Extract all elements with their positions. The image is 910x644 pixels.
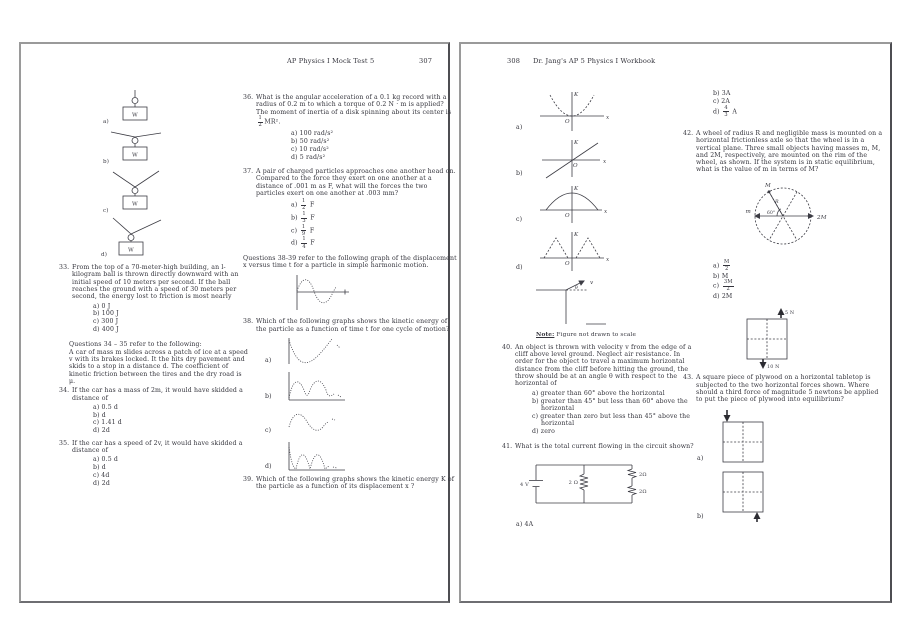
fraction-one-half: $\frac{1}{2}$ [258, 114, 262, 129]
left-page-column-1 [59, 86, 249, 492]
svg-text:x: x [606, 115, 610, 121]
svg-text:60°: 60° [767, 210, 776, 216]
option: b) d [93, 411, 106, 419]
question-40-text: An object is thrown with velocity v from the edge of a cliff above level ground. Neglect air resistance. In order for the object to travel a maximum horizontal distance from the cliff before hitting the ground, the throw should be at an angle θ with respect to the horizontal of [515, 343, 692, 388]
svg-text:2Ω: 2Ω [639, 472, 647, 479]
weights-option-b-label: b) [103, 159, 110, 165]
svg-text:x: x [603, 159, 607, 165]
question-41 [502, 443, 698, 450]
svg-text:10 N: 10 N [767, 365, 780, 371]
question-41-options-continued [713, 90, 883, 118]
figure-label: a) [697, 455, 704, 463]
question-39 [243, 476, 457, 491]
question-42 [683, 130, 883, 174]
option: a) 0 J [93, 302, 111, 310]
option: c) 300 J [93, 318, 119, 326]
q43-option-a-figure [697, 408, 883, 466]
option: a) $\frac{M}{2}$ [713, 258, 730, 272]
question-34-options [93, 404, 249, 435]
option: c) 4d [93, 471, 110, 479]
option: c) $\frac{3M}{2}$ [713, 279, 733, 293]
svg-text:R: R [775, 199, 779, 205]
circuit-figure [520, 453, 652, 515]
question-42-options [713, 260, 883, 301]
weight-label-b: W [132, 152, 138, 159]
question-36-number: 36. [243, 94, 254, 101]
figure-label: b) [516, 169, 523, 177]
weights-option-d-label: d) [101, 252, 108, 258]
figure-label: c) [265, 426, 272, 434]
reference-intro: Questions 34 – 35 refer to the following: [69, 341, 202, 349]
question-35-number: 35. [59, 439, 70, 447]
left-page-column-2 [243, 94, 457, 493]
page-left [19, 42, 457, 603]
question-39-number: 39. [243, 475, 254, 483]
option: d) 2M [713, 293, 733, 301]
question-42-number: 42. [683, 129, 694, 137]
option: a) $\frac{1}{2}$ F [291, 198, 315, 212]
question-36 [243, 94, 457, 128]
option: d) $\frac{4}{3}$ A [713, 104, 737, 118]
option: d) 2d [93, 479, 110, 487]
question-37-options [291, 199, 457, 250]
option: a) greater than 60° above the horizontal [532, 389, 665, 397]
option: d) zero [532, 427, 555, 435]
question-40-options [532, 390, 698, 435]
option: b) M [713, 272, 729, 280]
question-39-text: Which of the following graphs shows the kinetic energy K of the particle as a function of its displacement x ? [256, 475, 455, 491]
question-40-number: 40. [502, 343, 513, 351]
svg-text:O: O [565, 213, 570, 219]
option: c) $\frac{1}{9}$ F [291, 223, 315, 237]
option: d) 400 J [93, 326, 119, 333]
question-33 [59, 264, 249, 301]
option: c) 10 rad/s² [291, 145, 329, 153]
option: c) greater than zero but less than 45° above the horizontal [532, 412, 691, 427]
option: b) 3A [713, 90, 731, 97]
option: a) 100 rad/s² [291, 130, 334, 138]
option: b) 50 rad/s² [291, 138, 330, 145]
page-header-title: Dr. Jang's AP 5 Physics I Workbook [533, 57, 656, 65]
option: c) 1.41 d [93, 419, 122, 427]
option: b) $\frac{1}{3}$ F [291, 210, 315, 225]
option: b) d [93, 464, 106, 471]
svg-text:5 N: 5 N [785, 311, 795, 317]
plywood-forces-figure [733, 306, 811, 370]
q38-option-a-figure [265, 335, 457, 367]
svg-text:v: v [590, 280, 594, 286]
question-43-number: 43. [683, 374, 694, 382]
q38-option-d-figure [265, 439, 457, 473]
question-33-number: 33. [59, 264, 70, 271]
q39-option-c-figure [516, 182, 698, 226]
hanging-weights-figure [77, 86, 187, 258]
question-38-number: 38. [243, 318, 254, 326]
weight-label-d: W [128, 247, 134, 254]
figure-note: Note: Figure not drawn to scale [536, 332, 637, 338]
question-35-text: If the car has a speed of 2v, it would have skidded a distance of [72, 439, 243, 454]
q43-option-b-figure [697, 468, 883, 524]
question-38-text: Which of the following graphs shows the kinetic energy of the particle as a function of time t for one cycle of motion? [256, 318, 450, 333]
svg-text:2Ω: 2Ω [639, 489, 647, 496]
question-40 [502, 344, 698, 388]
wheel-masses-figure [725, 177, 841, 255]
svg-text:θ: θ [575, 286, 578, 291]
svg-text:O: O [573, 163, 578, 169]
question-41-number: 41. [502, 443, 513, 451]
svg-text:K: K [574, 140, 579, 146]
figure-label: a) [516, 123, 523, 131]
figure-label: c) [516, 215, 523, 223]
question-34-text: If the car has a mass of 2m, it would have skidded a distance of [72, 387, 243, 402]
page-number: 308 [507, 57, 521, 65]
option: d) 2d [93, 427, 110, 435]
q39-option-a-figure [516, 88, 698, 134]
q39-option-d-figure [516, 228, 698, 274]
shm-displacement-graph [283, 271, 357, 315]
question-37-text: A pair of charged particles approaches one another head on. Compared to the force they exert on one another at a distance of .001 m as F, what will the forces the two particles exert on one another at .003 mm? [256, 167, 456, 197]
figure-label: d) [516, 263, 523, 271]
question-35-options [93, 456, 249, 487]
page-header-title: AP Physics I Mock Test 5 [287, 57, 375, 65]
weight-label-c: W [132, 201, 138, 208]
questions-38-39-reference: Questions 38-39 refer to the following graph of the displacement x versus time t for a particle in simple harmonic motion. [243, 254, 457, 269]
questions-34-35-reference [69, 341, 249, 385]
svg-text:K: K [574, 232, 579, 238]
question-36-options [291, 130, 457, 161]
option: a) 0.5 d [93, 403, 119, 411]
svg-text:M: M [765, 182, 771, 189]
question-36-text: What is the angular acceleration of a 0.1 kg record with a radius of 0.2 m to which a torque of 0.2 N · m is applied? The moment of inertia of a disk spinning about its center is $\frac{1}{2}$ MR². [256, 94, 452, 129]
page-right [459, 42, 892, 603]
right-page-column-1 [502, 88, 698, 529]
q39-option-b-figure [516, 136, 698, 180]
cliff-projectile-figure [528, 276, 612, 328]
figure-label: d) [265, 462, 272, 470]
svg-text:4 V: 4 V [520, 482, 529, 489]
option: d) 5 rad/s² [291, 153, 326, 161]
weights-option-a-label: a) [103, 119, 109, 125]
question-34-number: 34. [59, 387, 70, 395]
figure-label: a) [265, 356, 272, 364]
question-42-text: A wheel of radius R and negligible mass is mounted on a horizontal frictionless axle so that the wheel is in a vertical plane. Three small objects having masses m, M, and 2M, respectively, are mounted on the rim of the wheel, as shown. If the system is in static equilibrium, what is the value of m in terms of M? [696, 129, 883, 174]
option: d) $\frac{1}{4}$ F [291, 236, 315, 250]
svg-text:m: m [745, 208, 751, 215]
svg-text:O: O [565, 119, 570, 125]
page-number: 307 [419, 57, 433, 65]
option: b) greater than 45° but less than 60° above the horizontal [532, 397, 688, 412]
svg-text:2M: 2M [817, 214, 827, 221]
question-33-text: From the top of a 70-meter-high building, an l-kilogram ball is thrown directly downward with an initial speed of 10 meters per second. If the ball reaches the ground with a speed of 30 meters per second, the energy lost to friction is most nearly [72, 264, 239, 301]
option: b) 100 J [93, 310, 119, 318]
svg-text:2 Ω: 2 Ω [568, 480, 578, 487]
question-34 [59, 387, 249, 402]
option: a) 0.5 d [93, 456, 119, 464]
question-35 [59, 440, 249, 455]
weights-option-c-label: c) [103, 208, 109, 214]
question-37-number: 37. [243, 167, 254, 175]
reference-body: A car of mass m slides across a patch of ice at a speed v with its brakes locked. It the hits dry pavement and skids to a stop in a distance d. The coefficient of kinetic friction between the tires and the dry road is μ. [69, 348, 248, 385]
question-33-options [93, 303, 249, 334]
question-41-option-a: a) 4A [516, 521, 534, 529]
right-page-column-2 [683, 88, 883, 526]
svg-text:x: x [604, 209, 608, 215]
question-43-text: A square piece of plywood on a horizontal tabletop is subjected to the two horizontal forces shown. Where should a third force of magnitude 5 newtons be applied to put the piece of plywood into equilibrium? [696, 374, 879, 404]
figure-label: b) [265, 392, 272, 400]
question-37 [243, 168, 457, 197]
option: c) 2A [713, 97, 731, 105]
svg-text:x: x [606, 257, 610, 263]
question-43 [683, 374, 883, 403]
svg-text:K: K [574, 186, 579, 192]
svg-text:K: K [574, 92, 579, 98]
question-38 [243, 318, 457, 333]
svg-text:O: O [565, 261, 570, 267]
question-41-text: What is the total current flowing in the circuit shown? [515, 443, 694, 451]
weight-label-a: W [132, 112, 138, 119]
q38-option-c-figure [265, 405, 457, 437]
q38-option-b-figure [265, 369, 457, 403]
figure-label: b) [697, 513, 704, 521]
